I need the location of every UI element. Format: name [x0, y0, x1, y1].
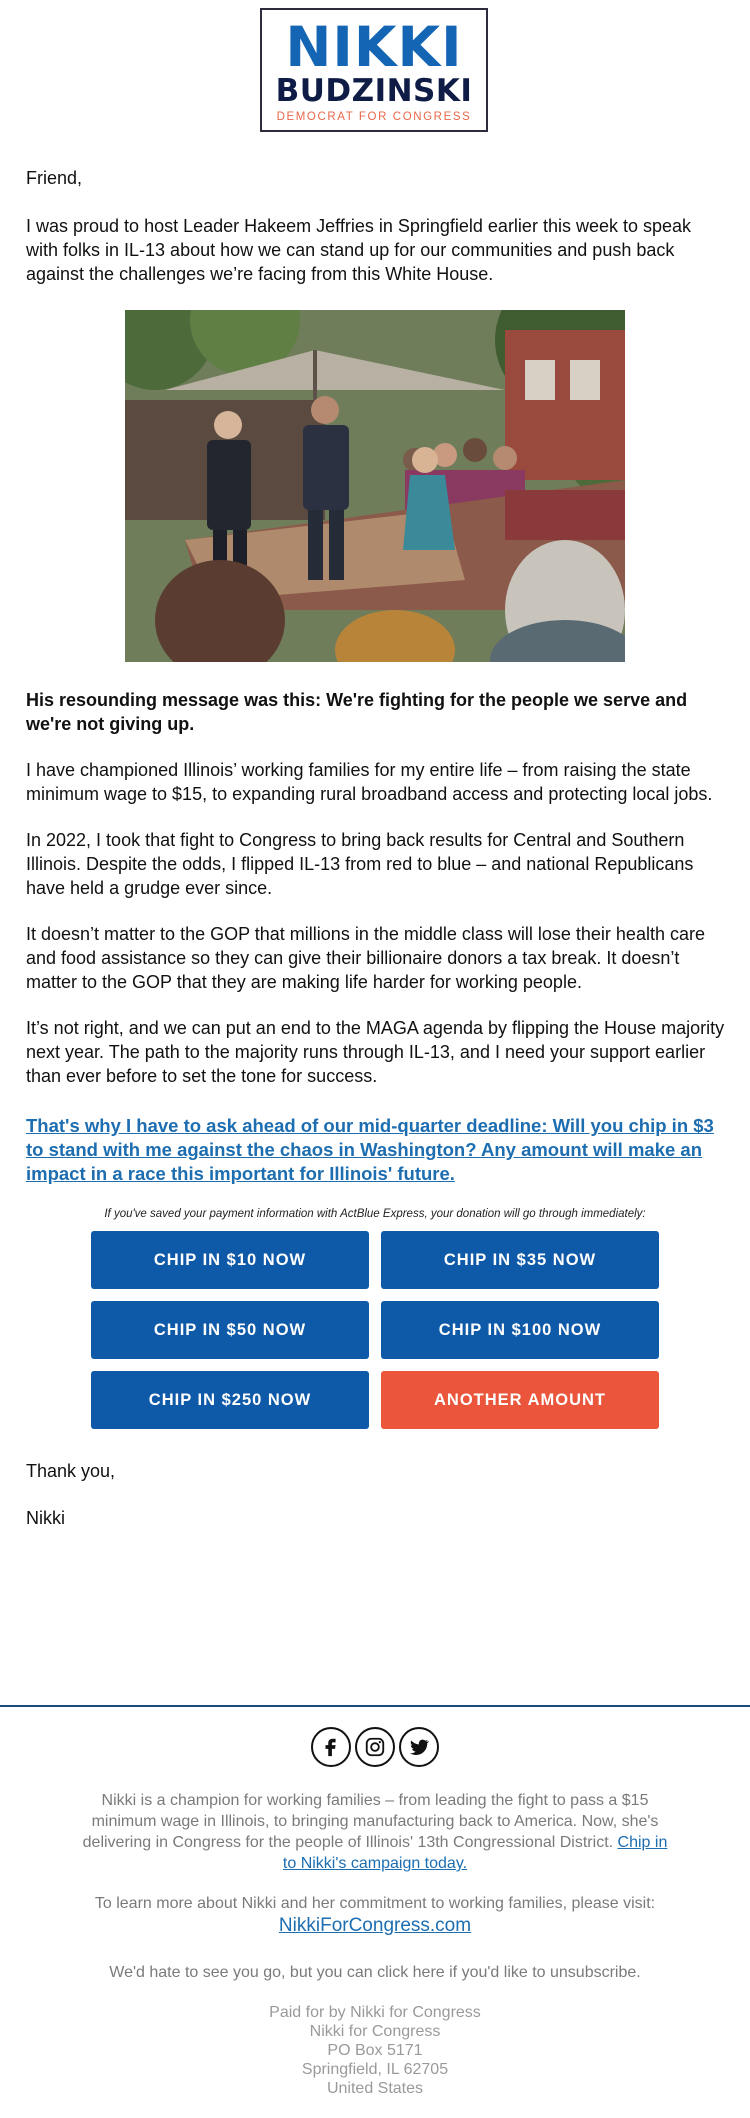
another-amount-button[interactable]: ANOTHER AMOUNT: [381, 1371, 659, 1429]
signature: Nikki: [26, 1508, 65, 1528]
paragraph-2022: In 2022, I took that fight to Congress to bring back results for Central and Southern Illinois. Despite the odds, I flipped IL-13 from red to blue – and national Republicans have held a grudge ever since.: [26, 830, 694, 898]
chip-in-35-button[interactable]: CHIP IN $35 NOW: [381, 1231, 659, 1289]
footer-learn-more: To learn more about Nikki and her commitment to working families, please visit:: [94, 1895, 656, 1912]
footer-divider: [0, 1705, 750, 1707]
country: United States: [326, 2080, 424, 2097]
instagram-icon[interactable]: [355, 1727, 395, 1767]
twitter-icon[interactable]: [399, 1727, 439, 1767]
campaign-logo: [260, 8, 488, 132]
donation-ask-link[interactable]: That's why I have to ask ahead of our mid-quarter deadline: Will you chip in $3 to stand with me against the chaos in Washington? Any amount will make an impact in a race this important for Illinois' future.: [26, 1115, 714, 1184]
footer-about-text: Nikki is a champion for working families – from leading the fight to pass a $15 minimum wage in Illinois, to bringing manufacturing back to America. Now, she's delivering in Congress for the people of Illinois' 13th Congressional District.: [82, 1792, 659, 1851]
logo-first-name: NIKKI: [285, 15, 463, 79]
unsubscribe-link[interactable]: We'd hate to see you go, but you can click here if you'd like to unsubscribe.: [109, 1964, 641, 1981]
chip-in-50-button[interactable]: CHIP IN $50 NOW: [91, 1301, 369, 1359]
chip-in-10-button[interactable]: CHIP IN $10 NOW: [91, 1231, 369, 1289]
bold-message: His resounding message was this: We're fighting for the people we serve and we're not giving up.: [26, 690, 688, 734]
city-state-zip: Springfield, IL 62705: [301, 2061, 449, 2078]
paragraph-maga: It’s not right, and we can put an end to the MAGA agenda by flipping the House majority next year. The path to the majority runs through IL-13, and I need your support earlier than ever before to set the tone for success.: [26, 1018, 725, 1086]
chip-in-100-button[interactable]: CHIP IN $100 NOW: [381, 1301, 659, 1359]
po-box: PO Box 5171: [327, 2042, 423, 2059]
logo-tagline: DEMOCRAT FOR CONGRESS: [276, 111, 472, 123]
chip-in-campaign-link[interactable]: Chip in to Nikki's campaign today.: [282, 1834, 668, 1872]
campaign-website-link[interactable]: NikkiForCongress.com: [278, 1915, 472, 1936]
greeting: Friend,: [26, 168, 83, 188]
actblue-express-note: If you've saved your payment information with ActBlue Express, your donation will go through immediately:: [104, 1208, 646, 1220]
facebook-icon[interactable]: [311, 1727, 351, 1767]
event-photo: [125, 310, 625, 662]
chip-in-250-button[interactable]: CHIP IN $250 NOW: [91, 1371, 369, 1429]
paragraph-gop: It doesn’t matter to the GOP that millions in the middle class will lose their health care and food assistance so they can give their billionaire donors a tax break. It doesn’t matter to the GOP that they are making life harder for working people.: [26, 924, 705, 992]
paragraph-record: I have championed Illinois’ working families for my entire life – from raising the state minimum wage to $15, to expanding rural broadband access and protecting local jobs.: [26, 760, 713, 804]
closing: Thank you,: [26, 1461, 116, 1481]
org-name: Nikki for Congress: [309, 2023, 441, 2040]
paid-for-disclaimer: Paid for by Nikki for Congress: [269, 2004, 481, 2021]
footer-about: [80, 1790, 670, 1874]
logo-last-name: BUDZINSKI: [275, 73, 473, 109]
paragraph-intro: I was proud to host Leader Hakeem Jeffries in Springfield earlier this week to speak with folks in IL-13 about how we can stand up for our communities and push back against the challenges we’re facing from this White House.: [26, 216, 692, 284]
